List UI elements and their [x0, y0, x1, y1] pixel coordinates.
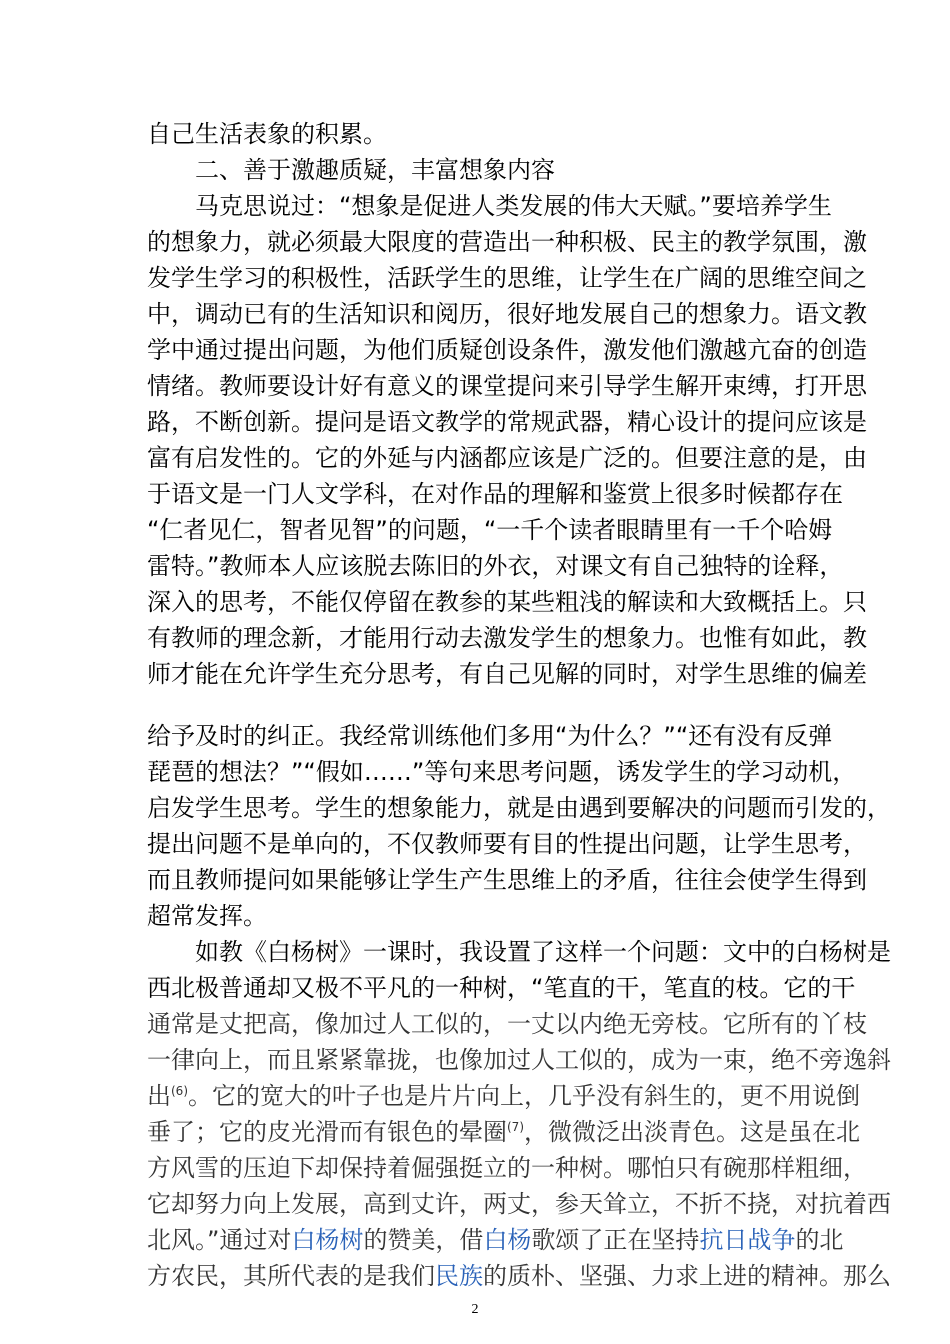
quote-line [147, 1078, 860, 1114]
quote-text: 垂了；它的皮光滑而有银色的晕圈 [147, 1118, 507, 1146]
text-line: “仁者见仁，智者见智”的问题，“一千个读者眼睛里有一千个哈姆 [147, 516, 833, 544]
quote-text: ，微微泛出淡青色。这是虽在北 [524, 1118, 860, 1146]
text-line: 中，调动已有的生活知识和阅历，很好地发展自己的想象力。语文教 [147, 300, 867, 328]
text-line: 学中通过提出问题，为他们质疑创设条件，激发他们激越亢奋的创造 [147, 336, 867, 364]
quote-text: 的赞美，借 [363, 1226, 484, 1254]
text-line: 自己生活表象的积累。 [147, 120, 387, 148]
link-minzu[interactable]: 民族 [435, 1262, 483, 1290]
quote-line: 一律向上，而且紧紧靠拢，也像加过人工似的，成为一束，绝不旁逸斜 [147, 1046, 891, 1074]
quote-text: 出 [147, 1082, 171, 1110]
text-line: 启发学生思考。学生的想象能力，就是由遇到要解决的问题而引发的， [147, 794, 891, 822]
quote-text: 方农民，其所代表的是我们 [147, 1262, 435, 1290]
link-baiyangshu[interactable]: 白杨树 [291, 1226, 364, 1254]
text-line: 有教师的理念新，才能用行动去激发学生的想象力。也惟有如此，教 [147, 624, 867, 652]
text-line: 琵琶的想法？”“假如……”等句来思考问题，诱发学生的学习动机， [147, 758, 857, 786]
link-baiyang[interactable]: 白杨 [483, 1226, 532, 1254]
quote-line: 通常是丈把高，像加过人工似的，一丈以内绝无旁枝。它所有的丫枝 [147, 1010, 867, 1038]
quote-text: 的北 [795, 1226, 844, 1254]
quote-text: 歌颂了正在坚持 [531, 1226, 700, 1254]
text-line: 路，不断创新。提问是语文教学的常规武器，精心设计的提问应该是 [147, 408, 867, 436]
footnote-ref: (7) [507, 1120, 524, 1134]
quote-line [147, 1258, 891, 1294]
text-line: 深入的思考，不能仅停留在教参的某些粗浅的解读和大致概括上。只 [147, 588, 867, 616]
link-kangri-zhanzheng[interactable]: 抗日战争 [699, 1226, 796, 1254]
text-line: 情绪。教师要设计好有意义的课堂提问来引导学生解开束缚，打开思 [147, 372, 867, 400]
text-line: 马克思说过：“想象是促进人类发展的伟大天赋。”要培养学生 [195, 192, 832, 220]
text-line: 给予及时的纠正。我经常训练他们多用“为什么？”“还有没有反弹 [147, 722, 833, 750]
text-line: 西北极普通却又极不平凡的一种树，“笔直的干，笔直的枝。它的干 [147, 974, 856, 1002]
quote-text: 的质朴、坚强、力求上进的精神。那么 [483, 1262, 891, 1290]
text-line: 师才能在允许学生充分思考，有自己见解的同时，对学生思维的偏差 [147, 660, 867, 688]
page-number: 2 [471, 1302, 479, 1317]
text-line: 而且教师提问如果能够让学生产生思维上的矛盾，往往会使学生得到 [147, 866, 867, 894]
quote-line: 方风雪的压迫下却保持着倔强挺立的一种树。哪怕只有碗那样粗细， [147, 1154, 867, 1182]
quote-text: 。它的宽大的叶子也是片片向上，几乎没有斜生的，更不用说倒 [188, 1082, 860, 1110]
text-line: 雷特。”教师本人应该脱去陈旧的外衣，对课文有自己独特的诠释， [147, 552, 844, 580]
text-line: 提出问题不是单向的，不仅教师要有目的性提出问题，让学生思考， [147, 830, 867, 858]
text-line: 发学生学习的积极性，活跃学生的思维，让学生在广阔的思维空间之 [147, 264, 867, 292]
section-heading: 二、善于激趣质疑，丰富想象内容 [195, 156, 555, 184]
quote-line [147, 1222, 844, 1258]
quote-line [147, 1114, 860, 1150]
text-line: 超常发挥。 [147, 902, 267, 930]
text-line: 的想象力，就必须最大限度的营造出一种积极、民主的教学氛围，激 [147, 228, 867, 256]
quote-line: 它却努力向上发展，高到丈许，两丈，参天耸立，不折不挠，对抗着西 [147, 1190, 891, 1218]
text-line: 富有启发性的。它的外延与内涵都应该是广泛的。但要注意的是，由 [147, 444, 867, 472]
text-line: 如教《白杨树》一课时，我设置了这样一个问题：文中的白杨树是 [195, 938, 891, 966]
footnote-ref: (6) [171, 1084, 188, 1098]
text-line: 于语文是一门人文学科，在对作品的理解和鉴赏上很多时候都存在 [147, 480, 843, 508]
quote-text: 北风。”通过对 [147, 1226, 292, 1254]
